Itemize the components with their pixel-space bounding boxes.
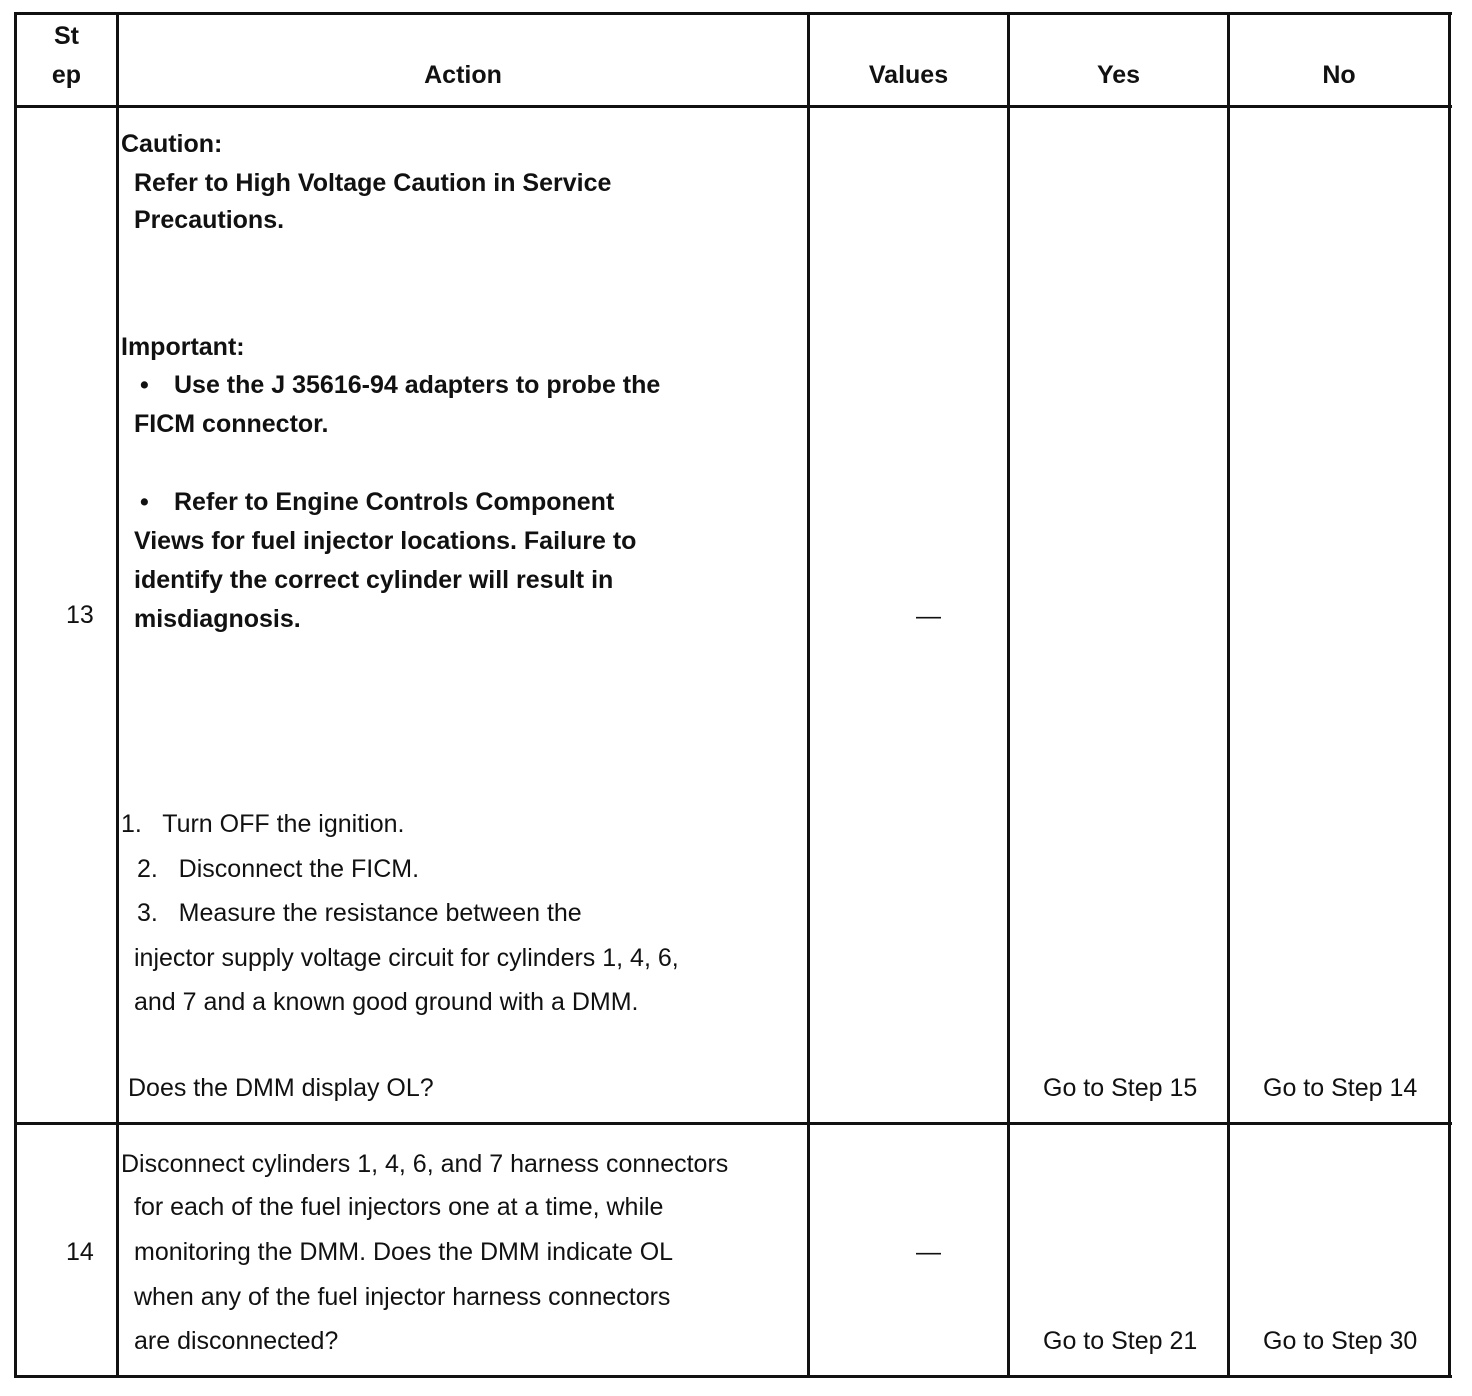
row-13-bottom-border	[14, 1122, 1452, 1125]
row-14-step-number: 14	[66, 1238, 94, 1266]
header-bottom-border	[14, 105, 1452, 108]
procedure-step-1: 1. Turn OFF the ignition.	[121, 810, 405, 838]
important-heading: Important:	[121, 333, 245, 361]
procedure-step-3-line2: injector supply voltage circuit for cylinders 1, 4, 6,	[134, 944, 679, 972]
header-step-line1: St	[54, 22, 79, 50]
header-action: Action	[424, 61, 502, 89]
important-1-line2: FICM connector.	[134, 410, 329, 438]
row-14-no-link[interactable]: Go to Step 30	[1263, 1327, 1418, 1355]
caution-heading: Caution:	[121, 130, 223, 158]
row-13-no-link[interactable]: Go to Step 14	[1263, 1074, 1418, 1102]
procedure-step-3-line3: and 7 and a known good ground with a DMM.	[134, 988, 639, 1016]
row-14-action-line4: when any of the fuel injector harness connectors	[134, 1283, 671, 1311]
header-step-line2: ep	[51, 61, 82, 89]
table-left-border	[14, 12, 17, 1378]
bullet-icon: •	[140, 488, 149, 516]
table-right-border	[1448, 12, 1451, 1378]
row-14-values: —	[916, 1238, 941, 1266]
bullet-icon: •	[140, 371, 149, 399]
caution-text-line2: Precautions.	[134, 206, 285, 234]
important-2-line1: Refer to Engine Controls Component	[174, 488, 615, 516]
row-14-action-line3: monitoring the DMM. Does the DMM indicate OL	[134, 1238, 674, 1266]
header-yes: Yes	[1096, 61, 1141, 89]
values-column-divider	[1007, 12, 1010, 1378]
row-13-question: Does the DMM display OL?	[128, 1074, 434, 1102]
row-14-action-line1: Disconnect cylinders 1, 4, 6, and 7 harness connectors	[121, 1150, 729, 1178]
important-2-line4: misdiagnosis.	[134, 605, 301, 633]
row-13-values: —	[916, 602, 941, 630]
procedure-step-3-line1: 3. Measure the resistance between the	[137, 899, 582, 927]
row-14-yes-link[interactable]: Go to Step 21	[1043, 1327, 1198, 1355]
row-13-yes-link[interactable]: Go to Step 15	[1043, 1074, 1198, 1102]
important-2-line2: Views for fuel injector locations. Failure to	[134, 527, 637, 555]
step-column-divider	[116, 12, 119, 1378]
table-top-border	[14, 12, 1452, 15]
row-14-action-line5: are disconnected?	[134, 1327, 339, 1355]
header-values: Values	[868, 61, 949, 89]
action-column-divider	[807, 12, 810, 1378]
important-1-line1: Use the J 35616-94 adapters to probe the	[174, 371, 661, 399]
row-14-action-line2: for each of the fuel injectors one at a time, while	[134, 1193, 664, 1221]
yes-column-divider	[1227, 12, 1230, 1378]
row-13-step-number: 13	[66, 601, 94, 629]
table-bottom-border	[14, 1375, 1452, 1378]
important-2-line3: identify the correct cylinder will result in	[134, 566, 614, 594]
caution-text-line1: Refer to High Voltage Caution in Service	[134, 169, 612, 197]
header-no: No	[1322, 61, 1356, 89]
procedure-step-2: 2. Disconnect the FICM.	[137, 855, 420, 883]
